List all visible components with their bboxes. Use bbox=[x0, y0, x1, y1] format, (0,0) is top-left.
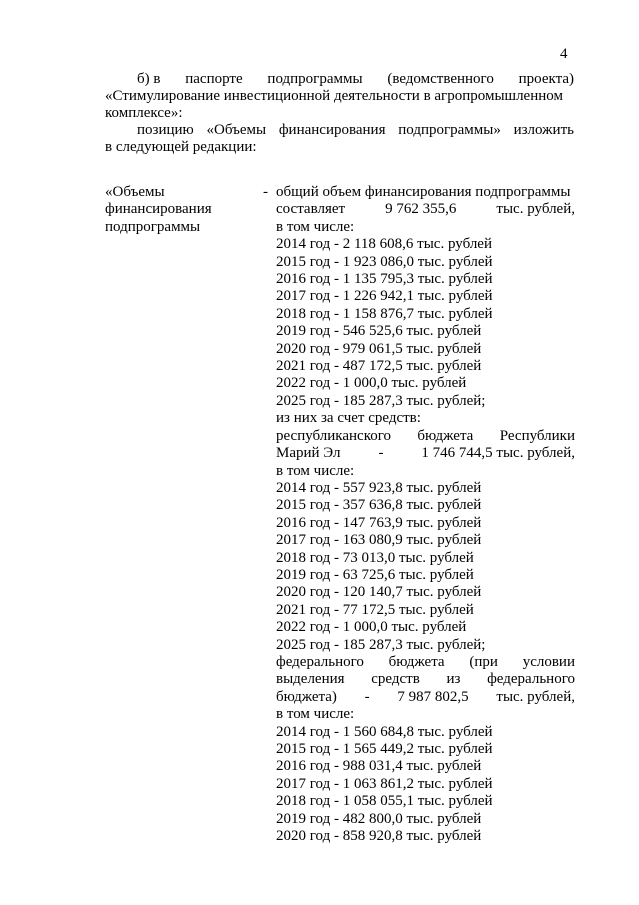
republic-year-line: 2021 год - 77 172,5 тыс. рублей bbox=[276, 601, 474, 618]
republic-year-line: 2025 год - 185 287,3 тыс. рублей; bbox=[276, 636, 486, 653]
federal-word: бюджета bbox=[388, 653, 445, 670]
total-year-line: 2020 год - 979 061,5 тыс. рублей bbox=[276, 340, 482, 357]
label-line: финансирования bbox=[105, 201, 212, 218]
federal-line-2 bbox=[276, 671, 575, 688]
intro-word: изложить bbox=[513, 122, 574, 138]
total-line-2 bbox=[276, 201, 575, 218]
total-year-line: 2021 год - 487 172,5 тыс. рублей bbox=[276, 358, 482, 375]
federal-years-list bbox=[276, 724, 575, 846]
republic-year-line: 2015 год - 357 636,8 тыс. рублей bbox=[276, 497, 482, 514]
republic-line-1 bbox=[276, 428, 575, 445]
total-line-3: в том числе: bbox=[276, 218, 355, 235]
federal-year-line: 2014 год - 1 560 684,8 тыс. рублей bbox=[276, 723, 493, 740]
federal-dash: - bbox=[364, 688, 370, 705]
from-them-line: из них за счет средств: bbox=[276, 410, 421, 427]
republic-word: республиканского bbox=[276, 427, 391, 444]
republic-dash: - bbox=[378, 445, 384, 462]
intro-word: проекта) bbox=[518, 71, 574, 87]
financing-label bbox=[105, 184, 255, 236]
republic-year-line: 2019 год - 63 725,6 тыс. рублей bbox=[276, 566, 474, 583]
federal-line-3 bbox=[276, 689, 575, 706]
republic-line-3: в том числе: bbox=[276, 462, 355, 479]
total-amount: 9 762 355,6 bbox=[385, 201, 457, 218]
total-year-line: 2014 год - 2 118 608,6 тыс. рублей bbox=[276, 236, 492, 253]
intro-line-2: «Стимулирование инвестиционной деятельности в агропромышленном bbox=[105, 88, 563, 104]
federal-year-line: 2017 год - 1 063 861,2 тыс. рублей bbox=[276, 775, 493, 792]
intro-word: «Объемы bbox=[206, 122, 267, 138]
total-year-line: 2022 год - 1 000,0 тыс. рублей bbox=[276, 375, 467, 392]
federal-word: выделения bbox=[276, 671, 345, 688]
federal-line-4: в том числе: bbox=[276, 706, 355, 723]
federal-word: из bbox=[446, 671, 461, 688]
intro-line-4 bbox=[105, 122, 574, 139]
republic-word: Марий Эл bbox=[276, 445, 341, 462]
label-line: подпрограммы bbox=[105, 218, 201, 235]
federal-year-line: 2018 год - 1 058 055,1 тыс. рублей bbox=[276, 793, 493, 810]
republic-years-list bbox=[276, 480, 575, 654]
federal-word: средств bbox=[371, 671, 420, 688]
federal-line-1 bbox=[276, 654, 575, 671]
federal-word: федерального bbox=[487, 671, 575, 688]
federal-word: федерального bbox=[276, 653, 364, 670]
total-year-line: 2015 год - 1 923 086,0 тыс. рублей bbox=[276, 253, 493, 270]
republic-word: Республики bbox=[499, 427, 575, 444]
federal-year-line: 2016 год - 988 031,4 тыс. рублей bbox=[276, 758, 482, 775]
republic-year-line: 2014 год - 557 923,8 тыс. рублей bbox=[276, 479, 482, 496]
intro-word: подпрограммы» bbox=[398, 122, 501, 138]
total-word: составляет bbox=[276, 201, 346, 218]
intro-word: паспорте bbox=[185, 71, 243, 87]
intro-word: подпрограммы bbox=[267, 71, 363, 87]
republic-year-line: 2018 год - 73 013,0 тыс. рублей bbox=[276, 549, 474, 566]
total-year-line: 2017 год - 1 226 942,1 тыс. рублей bbox=[276, 288, 493, 305]
federal-word: условии bbox=[522, 653, 575, 670]
separator-dash: - bbox=[263, 184, 268, 200]
intro-word: б) в bbox=[137, 71, 161, 87]
federal-word: (при bbox=[469, 653, 498, 670]
republic-line-2 bbox=[276, 445, 575, 462]
intro-word: финансирования bbox=[278, 122, 386, 138]
total-year-line: 2019 год - 546 525,6 тыс. рублей bbox=[276, 323, 482, 340]
total-year-line: 2025 год - 185 287,3 тыс. рублей; bbox=[276, 392, 486, 409]
total-line-1: общий объем финансирования подпрограммы bbox=[276, 184, 571, 200]
intro-line-1 bbox=[105, 71, 574, 88]
federal-word: бюджета) bbox=[276, 688, 337, 705]
federal-amount: 7 987 802,5 bbox=[397, 688, 469, 705]
label-line: «Объемы bbox=[105, 184, 165, 200]
republic-year-line: 2020 год - 120 140,7 тыс. рублей bbox=[276, 584, 482, 601]
federal-year-line: 2015 год - 1 565 449,2 тыс. рублей bbox=[276, 741, 493, 757]
page-number: 4 bbox=[560, 46, 568, 62]
intro-word: позицию bbox=[137, 122, 194, 138]
total-year-line: 2016 год - 1 135 795,3 тыс. рублей bbox=[276, 271, 493, 288]
intro-line-5: в следующей редакции: bbox=[105, 139, 257, 155]
republic-year-line: 2016 год - 147 763,9 тыс. рублей bbox=[276, 514, 482, 531]
republic-amount: 1 746 744,5 тыс. рублей, bbox=[421, 445, 575, 462]
republic-word: бюджета bbox=[417, 427, 474, 444]
financing-details bbox=[276, 184, 575, 845]
intro-paragraph bbox=[105, 71, 574, 156]
republic-year-line: 2017 год - 163 080,9 тыс. рублей bbox=[276, 532, 482, 549]
federal-year-line: 2020 год - 858 920,8 тыс. рублей bbox=[276, 828, 482, 845]
republic-year-line: 2022 год - 1 000,0 тыс. рублей bbox=[276, 619, 467, 636]
total-years-list bbox=[276, 236, 575, 410]
total-unit: тыс. рублей, bbox=[496, 201, 575, 218]
intro-word: (ведомственного bbox=[387, 71, 494, 87]
total-year-line: 2018 год - 1 158 876,7 тыс. рублей bbox=[276, 305, 493, 322]
intro-line-3: комплексе»: bbox=[105, 105, 183, 121]
federal-unit: тыс. рублей, bbox=[496, 688, 575, 705]
federal-year-line: 2019 год - 482 800,0 тыс. рублей bbox=[276, 810, 482, 827]
